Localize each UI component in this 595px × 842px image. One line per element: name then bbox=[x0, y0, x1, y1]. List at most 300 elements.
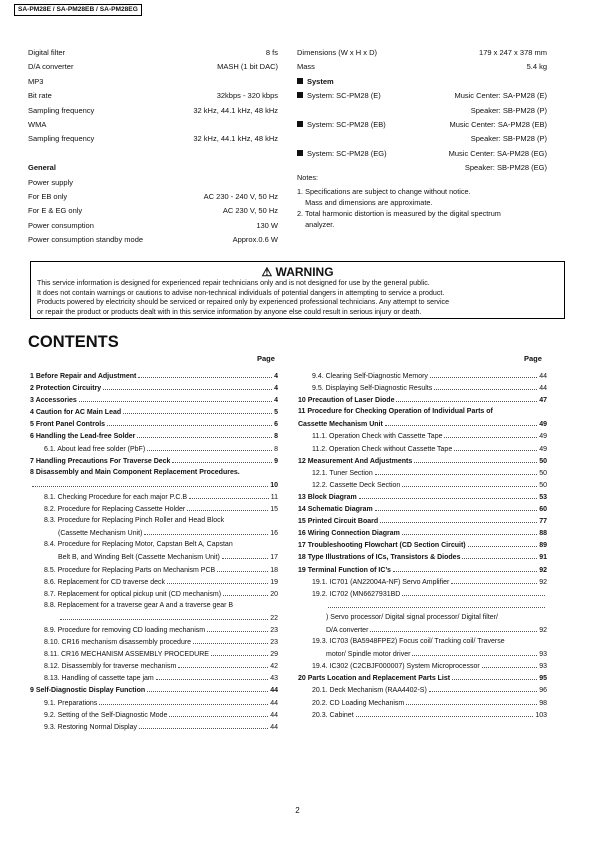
toc-dot-leader bbox=[412, 648, 537, 656]
toc-entry bbox=[298, 515, 547, 527]
spec-row bbox=[28, 132, 278, 146]
toc-entry-page: 8 bbox=[274, 445, 278, 453]
toc-entry-page: 92 bbox=[539, 566, 547, 574]
toc-entry bbox=[30, 684, 278, 696]
spec-value: Music Center: SA-PM28 (E) bbox=[454, 91, 547, 101]
bullet-square-icon bbox=[297, 92, 303, 98]
toc-dot-leader bbox=[402, 527, 537, 535]
toc-entry-page: 8 bbox=[274, 433, 278, 441]
toc-entry-title: 11.2. Operation Check without Cassette Tape bbox=[312, 445, 453, 453]
toc-dot-leader bbox=[468, 539, 538, 547]
toc-entry-title: 20 Parts Location and Replacement Parts List bbox=[298, 675, 451, 683]
toc-entry bbox=[298, 479, 547, 491]
toc-entry bbox=[30, 382, 278, 394]
toc-entry-page: 77 bbox=[539, 518, 547, 526]
spec-value: 179 x 247 x 378 mm bbox=[479, 48, 547, 57]
toc-entry bbox=[298, 467, 547, 479]
toc-entry bbox=[298, 636, 547, 648]
spec-row bbox=[28, 147, 278, 161]
toc-entry bbox=[30, 539, 278, 551]
note-line: Mass and dimensions are approximate. bbox=[297, 198, 433, 207]
note-line: analyzer. bbox=[297, 220, 335, 229]
toc-entry-page: 16 bbox=[270, 530, 278, 538]
toc-entry-page: 4 bbox=[274, 373, 278, 380]
toc-entry-page: 98 bbox=[539, 699, 547, 707]
notes-section bbox=[297, 172, 557, 230]
spec-label: System bbox=[307, 76, 334, 86]
toc-entry-title: 8.4. Procedure for Replacing Motor, Capstan Belt A, Capstan bbox=[44, 541, 233, 549]
toc-entry-page: 4 bbox=[274, 397, 278, 405]
toc-dot-leader bbox=[370, 624, 537, 632]
toc-entry-page: 22 bbox=[270, 614, 278, 622]
toc-entry-title: 17 Troubleshooting Flowchart (CD Section Circuit) bbox=[298, 542, 466, 550]
toc-entry-title: Belt B, and Winding Belt (Cassette Mechanism Unit) bbox=[58, 554, 220, 562]
toc-entry-page: 4 bbox=[274, 385, 278, 393]
toc-entry-page: 50 bbox=[539, 469, 547, 477]
toc-entry-title: 19.4. IC302 (C2CBJF000007) System Microprocessor bbox=[312, 663, 480, 671]
toc-dot-leader bbox=[147, 443, 272, 451]
warning-title bbox=[31, 265, 564, 279]
toc-entry-title: 8.8. Replacement for a traverse gear A and a traverse gear B bbox=[44, 601, 234, 609]
toc-dot-leader bbox=[396, 394, 537, 402]
toc-entry-title: 16 Wiring Connection Diagram bbox=[298, 530, 400, 538]
toc-dot-leader bbox=[385, 418, 537, 426]
toc-entry bbox=[298, 430, 547, 442]
toc-dot-leader bbox=[328, 600, 545, 608]
page-column-header-left: Page bbox=[257, 354, 275, 363]
toc-entry-title: 8.1. Checking Procedure for each major P.C.B bbox=[44, 493, 188, 501]
toc-entry bbox=[30, 564, 278, 576]
toc-dot-leader bbox=[189, 491, 269, 499]
spec-row bbox=[297, 132, 547, 146]
contents-title: CONTENTS bbox=[28, 333, 119, 351]
toc-entry bbox=[298, 660, 547, 672]
toc-entry bbox=[298, 539, 547, 551]
toc-entry-title: 20.3. Cabinet bbox=[312, 711, 354, 719]
toc-entry-title: 8.13. Handling of cassette tape jam bbox=[44, 675, 154, 683]
spec-label: Power consumption bbox=[28, 220, 94, 230]
toc-dot-leader bbox=[452, 672, 537, 680]
toc-dot-leader bbox=[187, 503, 268, 511]
spec-value: 130 W bbox=[256, 220, 278, 230]
spec-label: System: SC-PM28 (EG) bbox=[307, 148, 387, 158]
spec-row bbox=[28, 89, 278, 103]
toc-entry-title: 9.4. Clearing Self-Diagnostic Memory bbox=[312, 373, 428, 380]
toc-entry bbox=[30, 515, 278, 527]
toc-entry-title: 8 Disassembly and Main Component Replacement Procedures. bbox=[30, 468, 240, 476]
spec-row bbox=[28, 176, 278, 190]
spec-value: 5.4 kg bbox=[526, 62, 547, 72]
toc-entry bbox=[30, 467, 278, 479]
toc-entry bbox=[30, 418, 278, 430]
spec-value: AC 230 V, 50 Hz bbox=[222, 206, 278, 216]
toc-entry-page: 20 bbox=[270, 590, 278, 598]
toc-dot-leader bbox=[482, 660, 538, 668]
toc-dot-leader bbox=[172, 455, 272, 463]
toc-dot-leader bbox=[123, 406, 272, 414]
toc-entry-page: 60 bbox=[539, 506, 547, 514]
spec-value: Music Center: SA-PM28 (EB) bbox=[449, 119, 547, 129]
spec-row bbox=[297, 104, 547, 118]
bullet-square-icon bbox=[297, 150, 303, 156]
toc-entry-title: 19.3. IC703 (BA5948FPE2) Focus coil/ Tracking coil/ Traverse bbox=[312, 638, 505, 646]
toc-dot-leader bbox=[444, 430, 537, 438]
toc-dot-leader bbox=[139, 721, 268, 729]
spec-label: Bit rate bbox=[28, 91, 52, 101]
spec-row bbox=[297, 75, 547, 89]
toc-entry-title: 9 Self-Diagnostic Display Function bbox=[30, 687, 146, 695]
toc-entry-page: 103 bbox=[535, 711, 547, 719]
toc-dot-leader bbox=[107, 418, 272, 426]
spec-label: Power consumption standby mode bbox=[28, 235, 144, 245]
toc-entry bbox=[30, 370, 278, 382]
warning-triangle-icon: ⚠ bbox=[261, 265, 273, 279]
toc-dot-leader bbox=[393, 564, 537, 572]
toc-entry-page: 49 bbox=[539, 445, 547, 453]
toc-entry-page: 44 bbox=[270, 699, 278, 707]
warning-line: It does not contain warnings or cautions to advise non-technical individuals of potential dangers in attempting to service a product. bbox=[37, 288, 445, 297]
toc-entry-title: 6 Handling the Lead-free Solder bbox=[30, 433, 136, 441]
toc-entry-page: 88 bbox=[539, 530, 547, 538]
toc-entry bbox=[30, 636, 278, 648]
toc-entry-page: 44 bbox=[270, 687, 278, 695]
toc-entry-title: 9.3. Restoring Normal Display bbox=[44, 723, 137, 731]
toc-entry-title: 8.6. Replacement for CD traverse deck bbox=[44, 578, 165, 586]
spec-value: 8 fs bbox=[265, 48, 278, 57]
toc-entry bbox=[30, 406, 278, 418]
toc-dot-leader bbox=[193, 636, 268, 644]
spec-label: Sampling frequency bbox=[28, 134, 95, 144]
toc-entry-title: motor/ Spindle motor driver bbox=[326, 651, 411, 659]
toc-entry-page: 50 bbox=[539, 457, 547, 465]
toc-entry bbox=[30, 697, 278, 709]
warning-title-text: WARNING bbox=[275, 265, 334, 279]
toc-dot-leader bbox=[60, 612, 268, 620]
page-number: 2 bbox=[295, 806, 300, 815]
spec-label: System: SC-PM28 (EB) bbox=[307, 119, 386, 129]
toc-entry bbox=[30, 672, 278, 684]
toc-entry-title: 15 Printed Circuit Board bbox=[298, 518, 379, 526]
toc-dot-leader bbox=[402, 479, 537, 487]
toc-dot-leader bbox=[375, 467, 537, 475]
model-header-label: SA-PM28E / SA-PM28EB / SA-PM28EG bbox=[14, 4, 142, 16]
toc-entry-page: 49 bbox=[539, 433, 547, 441]
toc-entry-title: 8.3. Procedure for Replacing Pinch Roller and Head Block bbox=[44, 517, 225, 525]
spec-label: For E & EG only bbox=[28, 206, 83, 216]
toc-entry-title: 13 Block Diagram bbox=[298, 493, 357, 501]
toc-entry-page: 9 bbox=[274, 457, 278, 465]
toc-entry-title: 6.1. About lead free solder (PbF) bbox=[44, 445, 146, 453]
toc-entry bbox=[30, 551, 278, 563]
toc-entry bbox=[298, 697, 547, 709]
spec-value: AC 230 - 240 V, 50 Hz bbox=[203, 191, 278, 201]
toc-entry bbox=[298, 418, 547, 430]
toc-entry bbox=[30, 709, 278, 721]
toc-entry-page: 89 bbox=[539, 542, 547, 550]
toc-entry-title: 19 Terminal Function of IC’s bbox=[298, 566, 391, 574]
toc-entry-page: 6 bbox=[274, 421, 278, 429]
toc-entry bbox=[298, 551, 547, 563]
toc-entry-title: D/A converter bbox=[326, 626, 369, 634]
toc-entry-title: 10 Precaution of Laser Diode bbox=[298, 397, 395, 405]
spec-label: System: SC-PM28 (E) bbox=[307, 91, 381, 101]
toc-entry-title: 14 Schematic Diagram bbox=[298, 506, 373, 514]
toc-dot-leader bbox=[156, 672, 268, 680]
warning-box bbox=[30, 261, 565, 319]
spec-value: Approx.0.6 W bbox=[232, 235, 278, 245]
toc-dot-leader bbox=[169, 709, 268, 717]
toc-entry-title: 8.7. Replacement for optical pickup unit (CD mechanism) bbox=[44, 590, 222, 598]
toc-entry-page: 44 bbox=[539, 373, 547, 380]
toc-entry bbox=[298, 709, 547, 721]
toc-entry-page: 96 bbox=[539, 687, 547, 695]
toc-entry-page: 42 bbox=[270, 663, 278, 671]
spec-label: WMA bbox=[28, 119, 47, 129]
spec-row bbox=[28, 118, 278, 132]
toc-entry bbox=[298, 370, 547, 382]
toc-entry-title: 8.10. CR16 mechanism disassembly procedure bbox=[44, 639, 192, 647]
spec-row bbox=[297, 60, 547, 74]
toc-entry-title: 20.1. Deck Mechanism (RAA4402-S) bbox=[312, 687, 427, 695]
toc-entry bbox=[30, 491, 278, 503]
toc-entry bbox=[298, 443, 547, 455]
toc-dot-leader bbox=[222, 551, 268, 559]
toc-entry-page: 92 bbox=[539, 626, 547, 634]
toc-entry bbox=[298, 684, 547, 696]
toc-entry-title: 18 Type Illustrations of ICs, Transistors & Diodes bbox=[298, 554, 461, 562]
spec-label: Power supply bbox=[28, 177, 74, 187]
toc-entry bbox=[298, 455, 547, 467]
toc-entry-page: 91 bbox=[539, 554, 547, 562]
toc-entry-page: 95 bbox=[539, 675, 547, 683]
toc-entry-page: 15 bbox=[270, 506, 278, 514]
page-column-header-right: Page bbox=[524, 354, 542, 363]
toc-entry bbox=[30, 443, 278, 455]
toc-dot-leader bbox=[79, 394, 272, 402]
toc-dot-leader bbox=[380, 515, 537, 523]
spec-label: Mass bbox=[297, 62, 315, 72]
spec-row bbox=[28, 104, 278, 118]
toc-dot-leader bbox=[32, 479, 268, 487]
spec-row bbox=[28, 204, 278, 218]
toc-entry-title: 9.1. Preparations bbox=[44, 699, 98, 707]
toc-entry bbox=[298, 382, 547, 394]
spec-row bbox=[28, 46, 278, 60]
toc-entry bbox=[298, 588, 547, 600]
toc-dot-leader bbox=[138, 370, 272, 378]
spec-value: MASH (1 bit DAC) bbox=[217, 62, 278, 72]
toc-entry-page: 18 bbox=[270, 566, 278, 574]
toc-entry-page: 43 bbox=[270, 675, 278, 683]
toc-entry bbox=[298, 491, 547, 503]
toc-entry-title: 4 Caution for AC Main Lead bbox=[30, 409, 122, 417]
toc-entry bbox=[298, 527, 547, 539]
toc-entry-page: 29 bbox=[270, 651, 278, 659]
spec-row bbox=[28, 190, 278, 204]
toc-entry-title: 12.2. Cassette Deck Section bbox=[312, 481, 401, 489]
toc-entry bbox=[30, 527, 278, 539]
toc-entry-page: 49 bbox=[539, 421, 547, 429]
spec-label: MP3 bbox=[28, 76, 44, 86]
spec-value: Speaker: SB-PM28 (P) bbox=[470, 105, 547, 115]
toc-entry bbox=[30, 503, 278, 515]
spec-value: 32 kHz, 44.1 kHz, 48 kHz bbox=[193, 134, 278, 144]
note-line: 2. Total harmonic distortion is measured by the digital spectrum bbox=[297, 209, 501, 218]
toc-entry bbox=[30, 588, 278, 600]
toc-dot-leader bbox=[429, 684, 537, 692]
toc-entry-title: 9.5. Displaying Self-Diagnostic Results bbox=[312, 385, 433, 393]
spec-value: 32 kHz, 44.1 kHz, 48 kHz bbox=[193, 105, 278, 115]
warning-line: Products powered by electricity should be serviced or repaired only by experienced professional technicians. Any attempt to service bbox=[37, 298, 450, 307]
toc-entry-page: 17 bbox=[270, 554, 278, 562]
spec-row bbox=[297, 147, 547, 161]
toc-dot-leader bbox=[223, 588, 268, 596]
specs-left-column bbox=[28, 46, 278, 247]
spec-label: General bbox=[28, 163, 56, 173]
bullet-square-icon bbox=[297, 78, 303, 84]
toc-entry-title: Cassette Mechanism Unit bbox=[298, 421, 383, 429]
toc-entry-page: 5 bbox=[274, 409, 278, 417]
toc-entry-title: 8.5. Procedure for Replacing Parts on Mechanism PCB bbox=[44, 566, 216, 574]
toc-entry-title: 8.11. CR16 MECHANISM ASSEMBLY PROCEDURE bbox=[44, 651, 209, 659]
toc-entry-page: 23 bbox=[270, 639, 278, 647]
toc-entry-title: 2 Protection Circuitry bbox=[30, 385, 102, 393]
spec-row bbox=[297, 118, 547, 132]
toc-dot-leader bbox=[103, 382, 272, 390]
toc-dot-leader bbox=[454, 443, 537, 451]
toc-entry-title: 7 Handling Precautions For Traverse Deck bbox=[30, 457, 171, 465]
toc-entry-title: 11 Procedure for Checking Operation of Individual Parts of bbox=[298, 408, 493, 416]
warning-line: or repair the product or products dealt with in this service information by anyone else could result in serious injury or death. bbox=[37, 307, 422, 316]
toc-dot-leader bbox=[359, 491, 537, 499]
spec-value: Speaker: SB-PM28 (EG) bbox=[464, 163, 547, 173]
toc-entry bbox=[30, 394, 278, 406]
toc-entry-title: 12 Measurement And Adjustments bbox=[298, 457, 413, 465]
toc-dot-leader bbox=[217, 564, 268, 572]
toc-entry bbox=[298, 564, 547, 576]
toc-entry bbox=[30, 660, 278, 672]
toc-entry-title: 5 Front Panel Controls bbox=[30, 421, 106, 429]
toc-entry-title: 19.2. IC702 (MN6627931BD bbox=[312, 590, 401, 598]
toc-entry-page: 53 bbox=[539, 493, 547, 501]
toc-entry bbox=[30, 479, 278, 491]
toc-dot-leader bbox=[462, 551, 537, 559]
spec-row bbox=[297, 89, 547, 103]
spec-row bbox=[28, 161, 278, 175]
toc-entry-page: 93 bbox=[539, 651, 547, 659]
toc-dot-leader bbox=[211, 648, 268, 656]
toc-dot-leader bbox=[434, 382, 537, 390]
toc-entry-page: 44 bbox=[539, 385, 547, 393]
toc-entry bbox=[30, 648, 278, 660]
toc-entry bbox=[298, 612, 547, 624]
toc-entry bbox=[298, 648, 547, 660]
toc-entry-page: 93 bbox=[539, 663, 547, 671]
toc-entry bbox=[298, 576, 547, 588]
toc-dot-leader bbox=[137, 430, 272, 438]
toc-dot-leader bbox=[430, 370, 537, 378]
toc-dot-leader bbox=[375, 503, 538, 511]
toc-entry-title: 1 Before Repair and Adjustment bbox=[30, 373, 137, 380]
toc-entry bbox=[30, 576, 278, 588]
spec-row bbox=[28, 75, 278, 89]
toc-entry bbox=[298, 624, 547, 636]
toc-dot-leader bbox=[167, 576, 268, 584]
toc-dot-leader bbox=[147, 684, 268, 692]
toc-dot-leader bbox=[178, 660, 268, 668]
spec-label: For EB only bbox=[28, 191, 68, 201]
notes-title: Notes: bbox=[297, 173, 319, 182]
specs-right-column bbox=[297, 46, 547, 176]
spec-label: Sampling frequency bbox=[28, 105, 95, 115]
toc-entry bbox=[30, 612, 278, 624]
toc-entry bbox=[298, 394, 547, 406]
toc-dot-leader bbox=[207, 624, 268, 632]
toc-entry-page: 92 bbox=[539, 578, 547, 586]
toc-entry bbox=[30, 721, 278, 733]
toc-entry bbox=[298, 672, 547, 684]
spec-label: D/A converter bbox=[28, 62, 74, 72]
spec-row bbox=[28, 60, 278, 74]
toc-entry-title: 9.2. Setting of the Self-Diagnostic Mode bbox=[44, 711, 168, 719]
toc-entry-title: 8.9. Procedure for removing CD loading mechanism bbox=[44, 626, 206, 634]
spec-value: 32kbps - 320 kbps bbox=[216, 91, 278, 101]
toc-entry-page: 44 bbox=[270, 723, 278, 731]
toc-entry-title: (Cassette Mechanism Unit) bbox=[58, 530, 143, 538]
toc-entry-page: 47 bbox=[539, 397, 547, 405]
toc-entry-page: 19 bbox=[270, 578, 278, 586]
spec-row bbox=[28, 219, 278, 233]
toc-entry bbox=[30, 624, 278, 636]
toc-entry-title: 8.2. Procedure for Replacing Cassette Holder bbox=[44, 506, 186, 514]
note-line: 1. Specifications are subject to change without notice. bbox=[297, 187, 471, 196]
toc-entry bbox=[298, 406, 547, 418]
toc-entry bbox=[30, 600, 278, 612]
bullet-square-icon bbox=[297, 121, 303, 127]
toc-entry bbox=[30, 455, 278, 467]
toc-entry-page: 10 bbox=[270, 481, 278, 489]
toc-dot-leader bbox=[451, 576, 537, 584]
warning-line: This service information is designed for experienced repair technicians only and is not designed for use by the general public. bbox=[37, 279, 430, 287]
toc-entry-title: 8.12. Disassembly for traverse mechanism bbox=[44, 663, 177, 671]
toc-entry bbox=[298, 600, 547, 612]
toc-left-column bbox=[30, 370, 278, 733]
toc-entry-title: 3 Accessories bbox=[30, 397, 77, 405]
spec-row bbox=[28, 233, 278, 247]
toc-entry-title: 20.2. CD Loading Mechanism bbox=[312, 699, 405, 707]
toc-dot-leader bbox=[356, 709, 534, 717]
toc-entry-title: 19.1. IC701 (AN22004A-NF) Servo Amplifier bbox=[312, 578, 450, 586]
toc-dot-leader bbox=[99, 697, 268, 705]
toc-entry-page: 50 bbox=[539, 481, 547, 489]
toc-dot-leader bbox=[402, 588, 545, 596]
toc-entry-page: 11 bbox=[270, 493, 278, 501]
toc-right-column bbox=[298, 370, 547, 721]
toc-entry-page: 23 bbox=[270, 626, 278, 634]
toc-entry bbox=[298, 503, 547, 515]
toc-dot-leader bbox=[406, 697, 537, 705]
toc-dot-leader bbox=[414, 455, 537, 463]
toc-entry-title: 11.1. Operation Check with Cassette Tape bbox=[312, 433, 443, 441]
spec-label: Digital filter bbox=[28, 48, 66, 57]
toc-entry-title: 12.1. Tuner Section bbox=[312, 469, 373, 477]
toc-entry bbox=[30, 430, 278, 442]
toc-dot-leader bbox=[144, 527, 268, 535]
toc-entry-page: 44 bbox=[270, 711, 278, 719]
spec-value: Music Center: SA-PM28 (EG) bbox=[448, 148, 547, 158]
spec-row bbox=[297, 46, 547, 60]
spec-value: Speaker: SB-PM28 (P) bbox=[470, 134, 547, 144]
